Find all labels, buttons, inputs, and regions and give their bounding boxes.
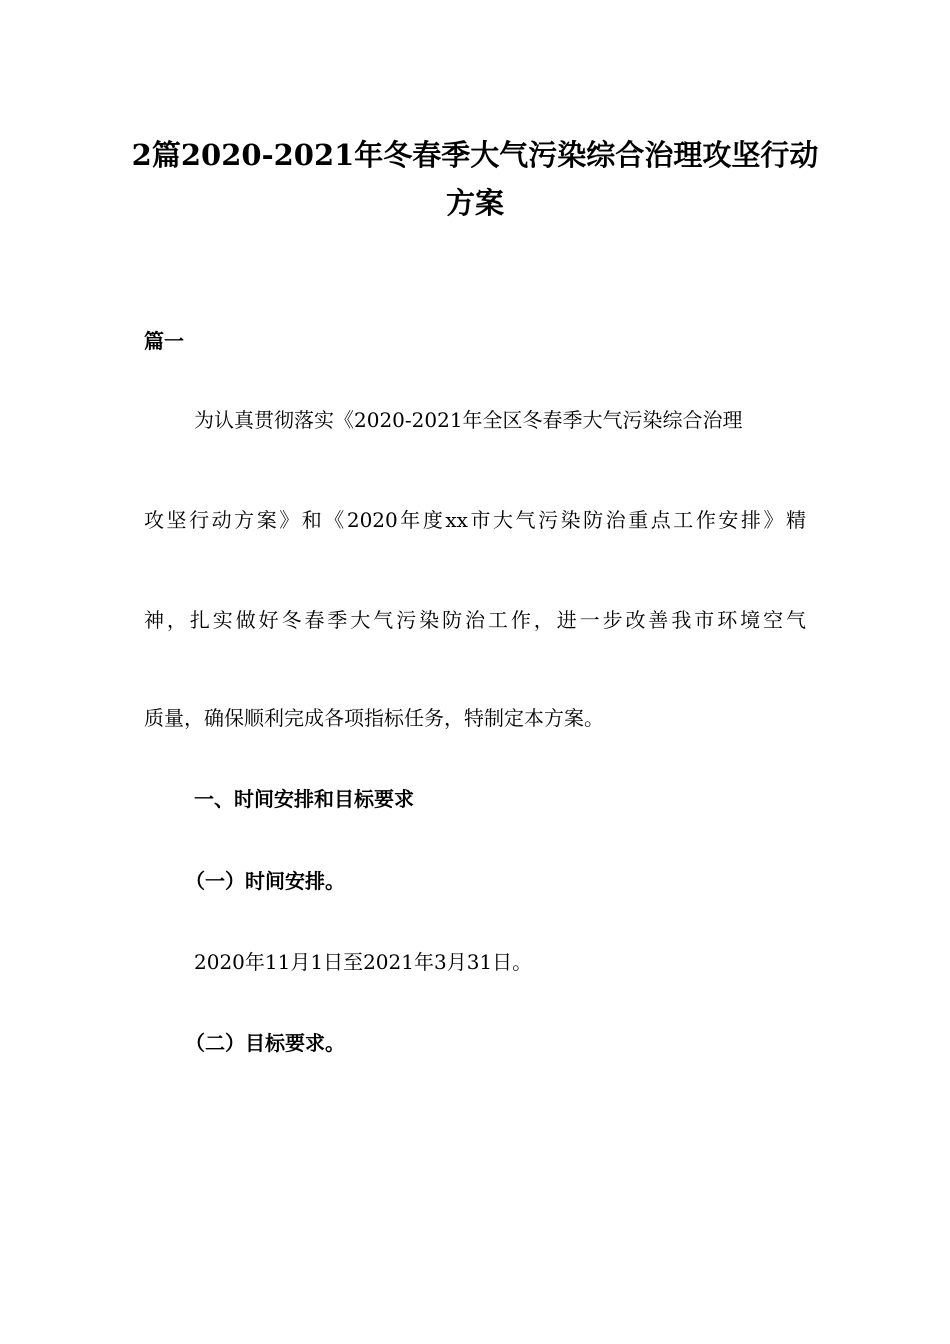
subheading-time-schedule: （一）时间安排。: [185, 869, 345, 893]
intro-paragraph-line-1: 为认真贯彻落实《2020-2021年全区冬春季大气污染综合治理: [194, 408, 743, 432]
section-label: 篇一: [144, 329, 184, 353]
subheading-goal-requirements: （二）目标要求。: [185, 1031, 345, 1055]
intro-paragraph-line-4: 质量，确保顺利完成各项指标任务，特制定本方案。: [144, 706, 604, 730]
heading-time-and-goals: 一、时间安排和目标要求: [194, 787, 414, 811]
intro-paragraph-line-2: 攻坚行动方案》和《2020年度xx市大气污染防治重点工作安排》精: [144, 508, 806, 532]
document-title-line-1: 2篇2020-2021年冬春季大气污染综合治理攻坚行动: [131, 138, 819, 172]
document-title-line-2: 方案: [445, 186, 504, 220]
intro-paragraph-line-3: 神，扎实做好冬春季大气污染防治工作，进一步改善我市环境空气: [144, 608, 806, 632]
schedule-text: 2020年11月1日至2021年3月31日。: [194, 950, 533, 974]
